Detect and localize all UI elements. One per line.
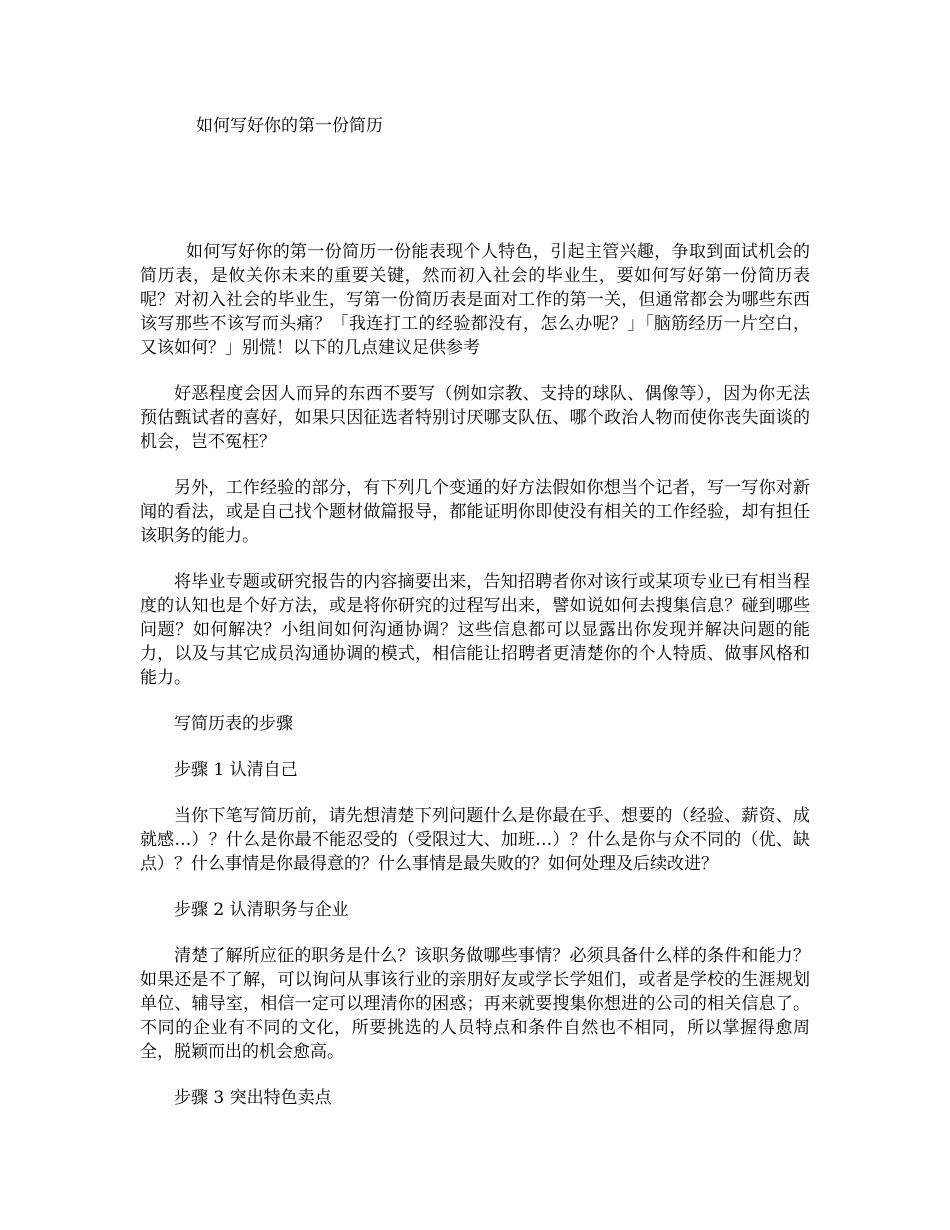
- document-title: 如何写好你的第一份简历: [196, 116, 383, 136]
- document-body: [140, 240, 810, 1132]
- intro-paragraph: 如何写好你的第一份简历一份能表现个人特色，引起主管兴趣，争取到面试机会的简历表，是攸关你未来的重要关键，然而初入社会的毕业生，要如何写好第一份简历表呢？对初入社会的毕业生，写第一份简历表是面对工作的第一关，但通常都会为哪些东西该写那些不该写而头痛？「我连打工的经验都没有，怎么办呢？」「脑筋经历一片空白，又该如何？」别慌！以下的几点建议足供参考: [140, 242, 810, 358]
- step-2-heading: 步骤 2 认清职务与企业: [174, 900, 349, 920]
- section-heading-steps: 写简历表的步骤: [174, 714, 293, 734]
- step-2-text: 清楚了解所应征的职务是什么？该职务做哪些事情？必须具备什么样的条件和能力？如果还是不了解，可以询问从事该行业的亲朋好友或学长学姐们，或者是学校的生涯规划单位、辅导室，相信一定可以理清你的困惑；再来就要搜集你想进的公司的相关信息了。不同的企业有不同的文化，所要挑选的人员特点和条件自然也不相同，所以掌握得愈周全，脱颖而出的机会愈高。: [140, 946, 810, 1062]
- step-3-heading: 步骤 3 突出特色卖点: [174, 1088, 332, 1108]
- step-1-text: 当你下笔写简历前，请先想清楚下列问题什么是你最在乎、想要的（经验、薪资、成就感…）？什么是你最不能忍受的（受限过大、加班…）？什么是你与众不同的（优、缺点）？什么事情是你最得意的？什么事情是最失败的？如何处理及后续改进？: [140, 806, 810, 874]
- paragraph-work-experience: 另外，工作经验的部分，有下列几个变通的好方法假如你想当个记者，写一写你对新闻的看法，或是自己找个题材做篇报导，都能证明你即使没有相关的工作经验，却有担任该职务的能力。: [140, 478, 810, 546]
- step-1-heading: 步骤 1 认清自己: [174, 760, 298, 780]
- paragraph-preferences: 好恶程度会因人而异的东西不要写（例如宗教、支持的球队、偶像等），因为你无法预估甄试者的喜好，如果只因征选者特别讨厌哪支队伍、哪个政治人物而使你丧失面谈的机会，岂不冤枉？: [140, 384, 810, 452]
- paragraph-research-summary: 将毕业专题或研究报告的内容摘要出来，告知招聘者你对该行或某项专业已有相当程度的认知也是个好方法，或是将你研究的过程写出来，譬如说如何去搜集信息？碰到哪些问题？如何解决？小组间如何沟通协调？这些信息都可以显露出你发现并解决问题的能力，以及与其它成员沟通协调的模式，相信能让招聘者更清楚你的个人特质、做事风格和能力。: [140, 572, 810, 688]
